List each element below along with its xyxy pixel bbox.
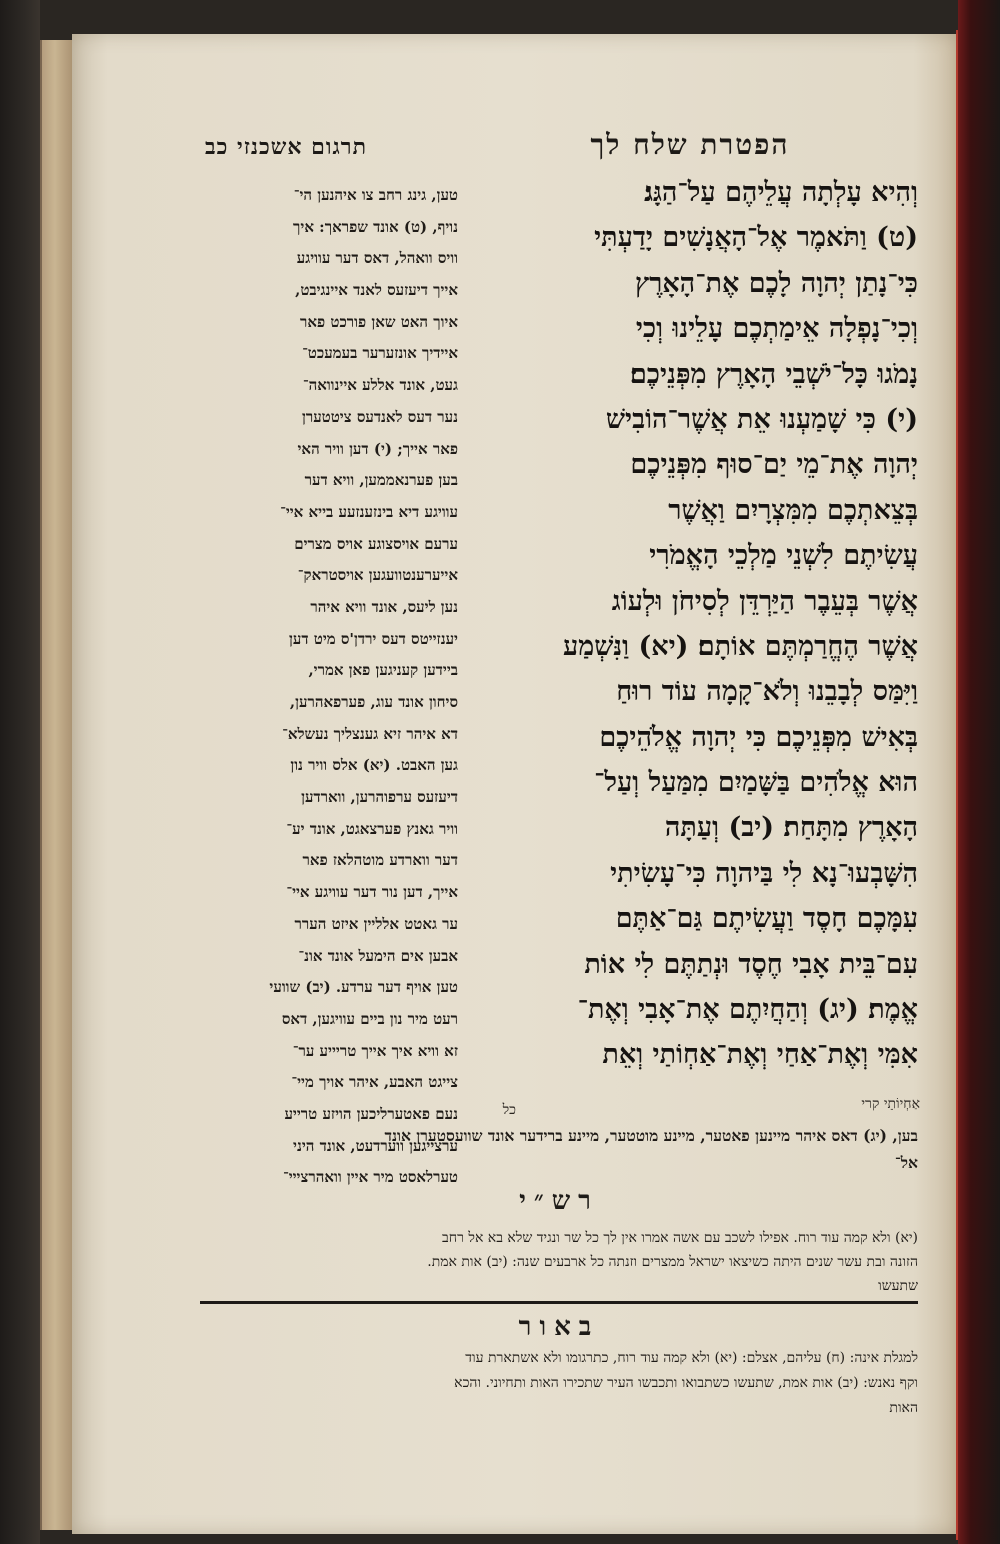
biur-line: למגלת אינה: (ח) עליהם, אצלם: (יא) ולא קמה עוד רוח, כתרגומו ולא אשתארת עוד [465, 1350, 918, 1366]
hebrew-line: (י) כִּי שָׁמַעְנוּ אֵת אֲשֶׁר־הוֹבִישׁ [605, 403, 918, 435]
hebrew-line: הוּא אֱלֹהִים בַּשָּׁמַיִם מִמַּעַל וְעַל־ [594, 767, 918, 799]
translation-line: דא איהר זיא גענצליך נעשלא־ [282, 724, 458, 743]
translation-line: ערצייגען ווערדעט, אונד היני [293, 1136, 458, 1155]
rashi-line: (יא) ולא קמה עוד רוח. אפילו לשכב עם אשה אמרו אין לך כל שר ונגיד שלא בא אל רחב [442, 1230, 918, 1246]
translation-line: וויס וואהל, דאס דער עוויגע [296, 249, 458, 268]
biur-line: האות [889, 1400, 918, 1416]
biur-title: באור [518, 1312, 600, 1342]
translation-column [206, 180, 458, 1187]
running-header-haftarah: הפטרת שלח לך [590, 128, 790, 161]
translation-line: סיחון אונד עוג, פערפאהרען, [289, 693, 458, 711]
translation-line: דיעזעס ערפוהרען, ווארדען [301, 788, 458, 807]
translation-line: אבען אים הימעל אונד אונ־ [298, 946, 458, 965]
book-binding-left [0, 0, 40, 1544]
section-divider [200, 1301, 918, 1304]
translation-line: זא וויא איך אייך טריייע ער־ [292, 1041, 458, 1060]
translation-line: טערלאסט מיר איין וואהרצייי־ [282, 1168, 458, 1187]
biur-line: וקף נאנש: (יב) אות אמת, שתעשו כשתבואו ותכבשו העיר שתכירו האות ותחיוני. והכא [454, 1375, 918, 1391]
hebrew-line: אֲשֶׁר הֶחֱרַמְתֶּם אוֹתָם׃ (יא) וַנִּשְׁמַע [562, 630, 918, 662]
translation-line: צייגט האבע, איהר אויך מיי־ [291, 1073, 458, 1092]
hebrew-line: כִּי־נָתַן יְהוָה לָכֶם אֶת־הָאָרֶץ [635, 267, 918, 299]
translation-line: טען, גינג רחב צו איהנען הי־ [293, 186, 458, 204]
translation-line: ערעם אויסצוגע אויס מצרים [294, 534, 458, 553]
translation-line: טען אויף דער ערדע. (יב) שוועי [269, 978, 458, 997]
translation-line: ער גאטט אלליין איזט הערר [294, 914, 458, 933]
translation-line: נויף, (ט) אונד שפראך: איך [293, 217, 458, 236]
hebrew-line: יְהוָה אֶת־מֵי יַם־סוּף מִפְּנֵיכֶם [630, 449, 918, 481]
translation-line: עוויגע דיא בינזענזעע בייא איי־ [280, 502, 458, 521]
translation-line: רעט מיר נון ביים עוויגען, דאס [281, 1009, 458, 1028]
translation-line: אייך, דען נור דער עוויגע איי־ [286, 883, 458, 902]
translation-line: איידיך אונזערער בעמעכט־ [302, 344, 458, 363]
hebrew-line: וְהִיא עָלְתָה עֲלֵיהֶם עַל־הַגָּג׃ [644, 177, 918, 208]
translation-line: נעם פאטערליכען הויזע טרייע [284, 1104, 458, 1123]
translation-line: נער דעס לאנדעס ציטטערן [302, 407, 458, 426]
page-edges [40, 40, 74, 1530]
running-header-translation: תרגום אשכנזי כב [204, 134, 368, 160]
translation-line: געט, אונד אללע איינוואה־ [302, 376, 458, 395]
translation-line: יענזייטס דעס ירדן'ס מיט דען [289, 629, 458, 648]
hebrew-line: עֲשִׂיתֶם לִשְׁנֵי מַלְכֵי הָאֱמֹרִי [649, 540, 918, 572]
translation-line: דער ווארדע מוטהלאז פאר [302, 851, 458, 870]
hebrew-line: הָאָרֶץ מִתָּחַת׃ (יב) וְעַתָּה [664, 812, 918, 844]
translation-line: ביידען קעניגען פאן אמרי, [308, 661, 458, 680]
hebrew-line: עִם־בֵּית אָבִי חֶסֶד וּנְתַתֶּם לִי אוֹת [584, 948, 918, 980]
translation-line: אייערענטוועגען אויסטראק־ [297, 566, 458, 585]
hebrew-line: וַיִּמַּס לְבָבֵנוּ וְלֹא־קָמָה עוֹד רוּחַ [616, 676, 918, 708]
hebrew-line: נָמֹגוּ כָּל־יֹשְׁבֵי הָאָרֶץ מִפְּנֵיכֶם׃ [629, 358, 918, 390]
translation-line: וויר גאנץ פערצאגט, אונד יע־ [286, 819, 458, 838]
rashi-line: שתעשו [878, 1278, 918, 1294]
translation-line: גען האבט. (יא) אלס וויר נון [290, 756, 458, 775]
book-binding-right [958, 0, 1000, 1544]
hebrew-line: אֱמֶת׃ (יג) וְהַחֲיִתֶם אֶת־אָבִי וְאֶת־ [577, 994, 918, 1026]
hebrew-line: וְכִי־נָפְלָה אֵימַתְכֶם עָלֵינוּ וְכִי [635, 313, 918, 345]
translation-line: נען ליעס, אונד וויא איהר [310, 597, 458, 616]
translation-line: בען פערנאממען, וויא דער [304, 471, 458, 490]
ketiv-note: כל [502, 1102, 516, 1118]
hebrew-line: אִמִּי וְאֶת־אַחַי וְאֶת־אַחְוֹתַי וְאֵת [602, 1039, 918, 1071]
translation-continuation-line: אל־ [894, 1153, 918, 1172]
hebrew-line: בְּאִישׁ מִפְּנֵיכֶם כִּי יְהוָה אֱלֹהֵיכֶם [599, 721, 918, 753]
rashi-line: הזונה ובת עשר שנים היתה כשיצאו ישראל ממצרים וזנתה כל ארבעים שנה: (יב) אות אמת. [427, 1254, 918, 1270]
hebrew-text-column [464, 170, 918, 1090]
translation-continuation-line: בען, (יג) דאס איהר מיינען פאטער, מיינע מוטטער, מיינע ברידער אונד שוועסטערן אונד [384, 1126, 918, 1145]
hebrew-line: עִמָּכֶם חָסֶד וַעֲשִׂיתֶם גַּם־אַתֶּם [615, 903, 918, 935]
hebrew-line: אֲשֶׁר בְּעֵבֶר הַיַּרְדֵּן לְסִיחֹן וּלְעוֹג [611, 585, 918, 617]
hebrew-line: הִשָּׁבְעוּ־נָא לִי בַּיהוָה כִּי־עָשִׂיתִי [610, 857, 918, 889]
rashi-title: רש״י [519, 1186, 599, 1216]
qere-note: אַחְיוֹתַי קרי [861, 1096, 920, 1112]
translation-line: אייך דיעזעס לאנד איינגיבט, [295, 281, 458, 300]
translation-line: איוך האט שאן פורכט פאר [300, 312, 458, 331]
hebrew-line: (ט) וַתֹּאמֶר אֶל־הָאֲנָשִׁים יָדַעְתִּי [594, 222, 918, 254]
translation-line: פאר אייך; (י) דען וויר האי [297, 439, 458, 458]
hebrew-line: בְּצֵאתְכֶם מִמִּצְרָיִם וַאֲשֶׁר [668, 494, 918, 526]
